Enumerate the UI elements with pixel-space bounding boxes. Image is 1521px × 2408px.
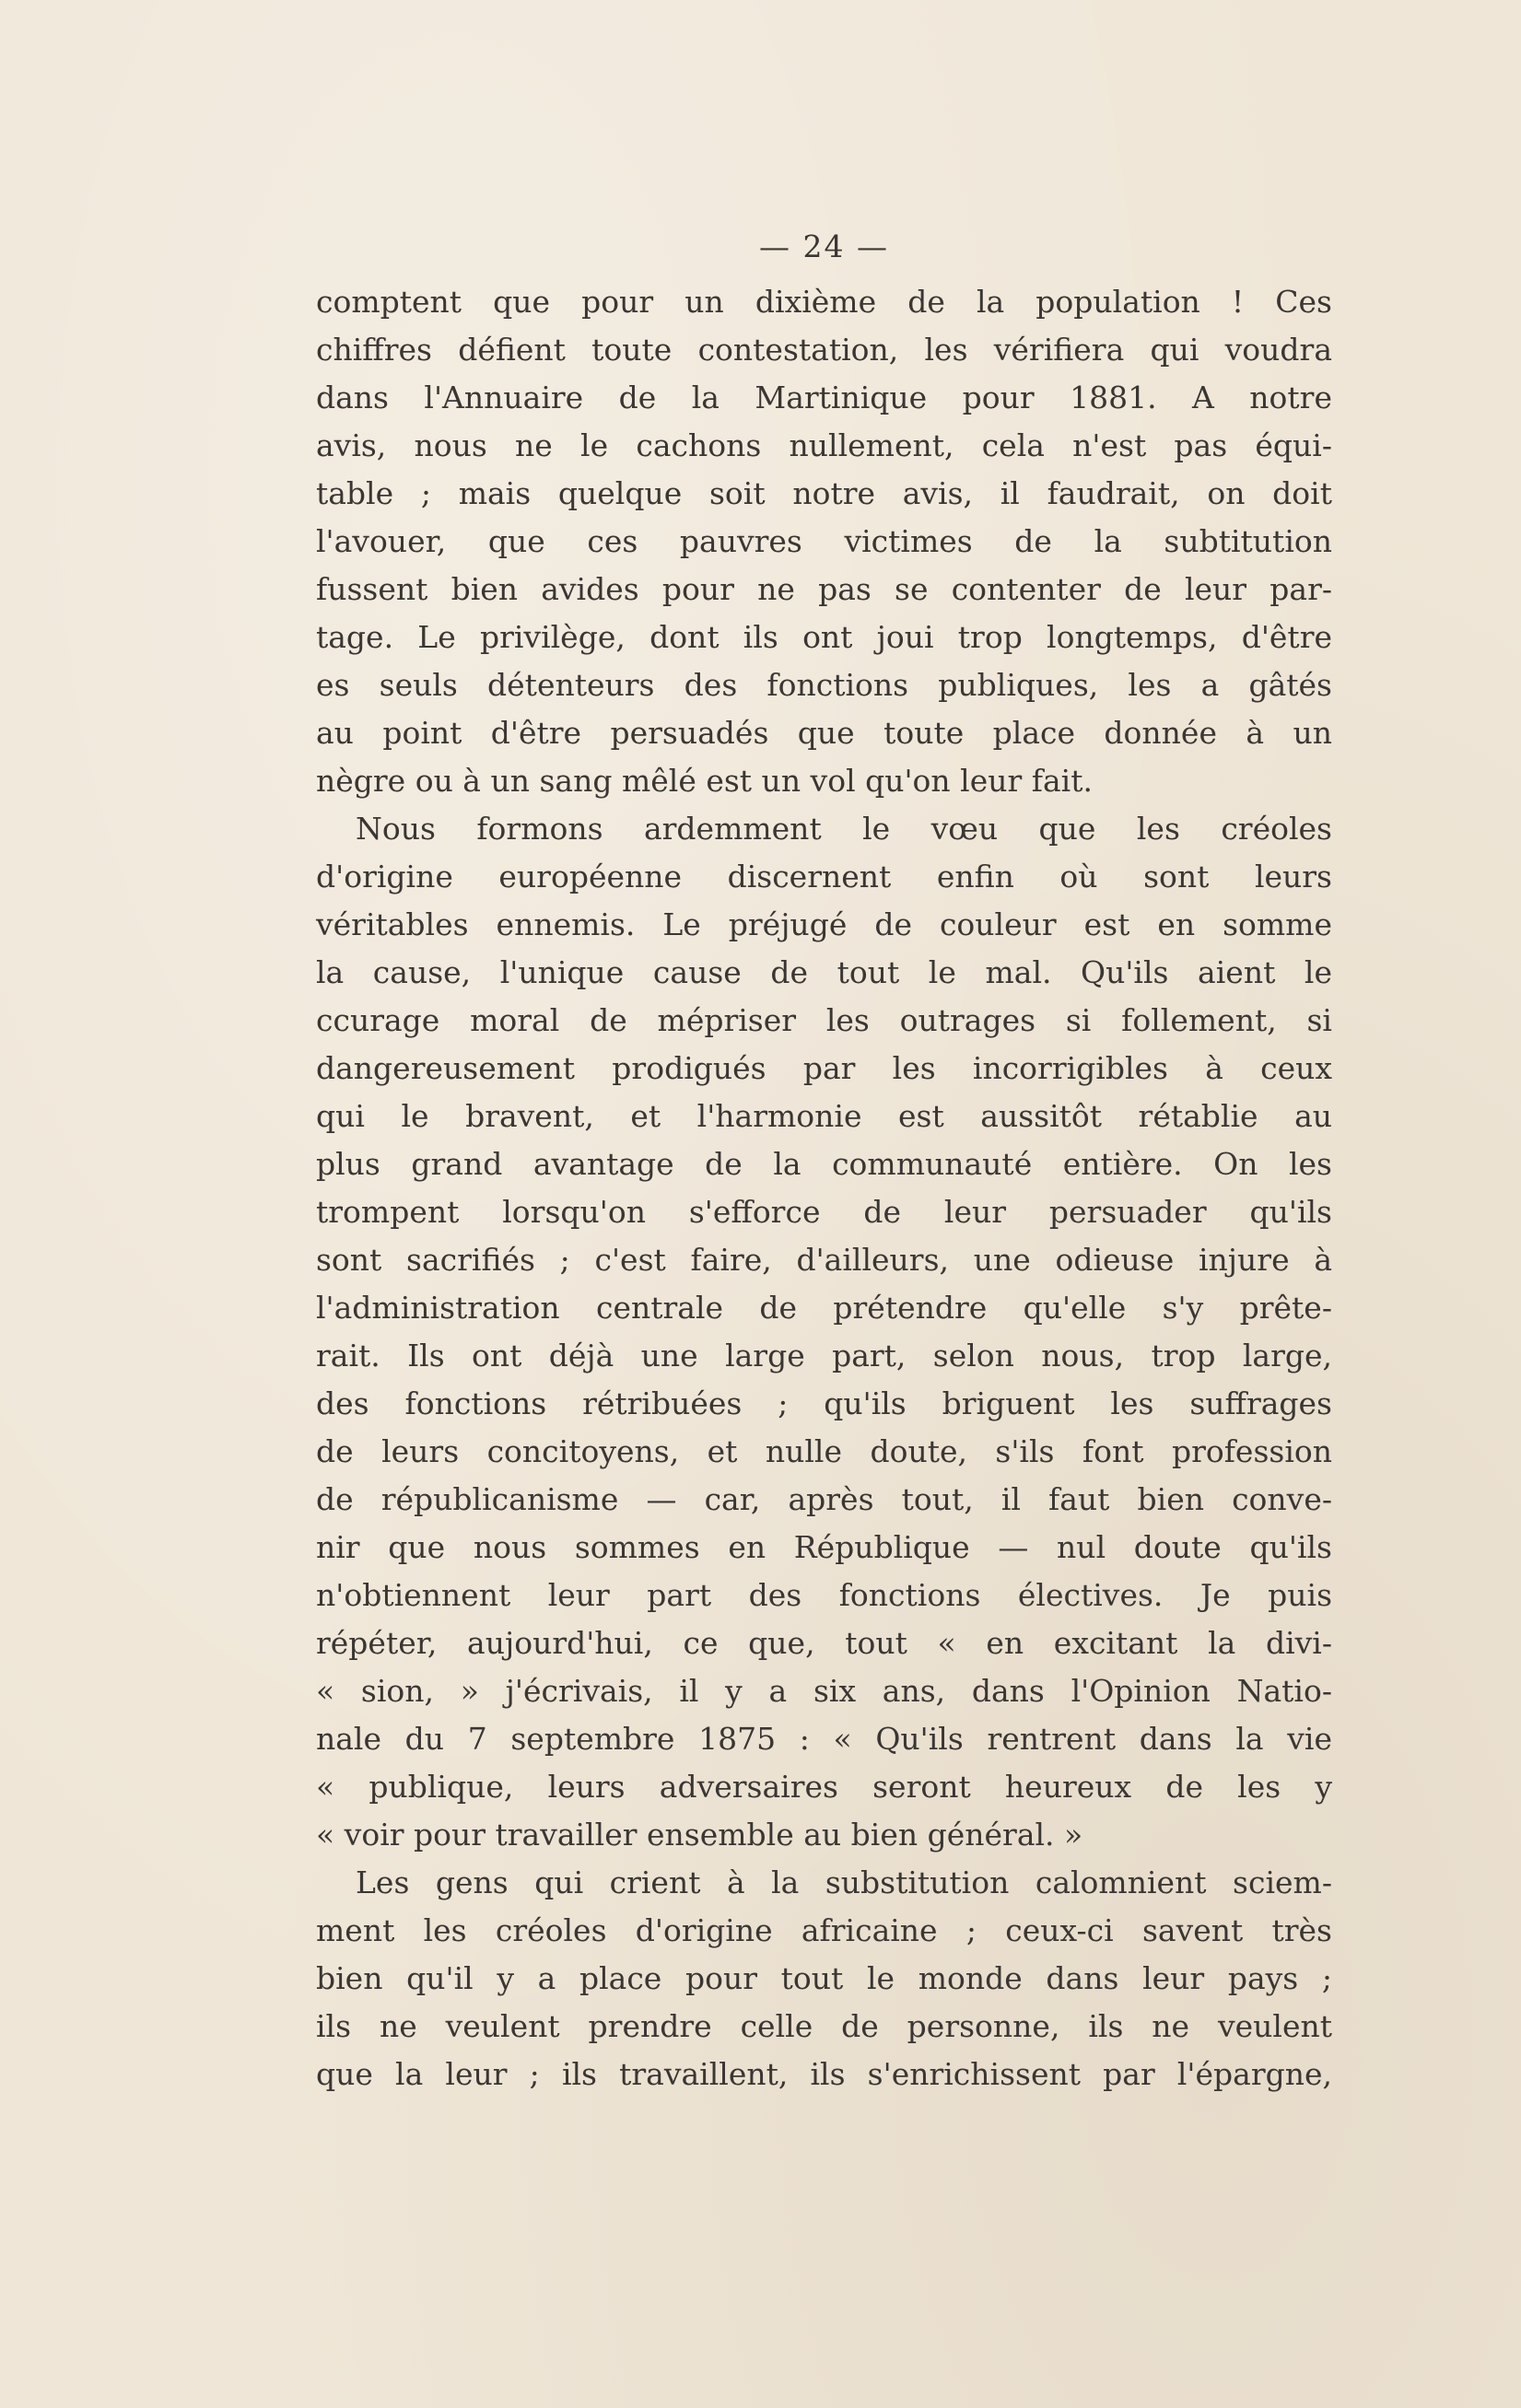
- text-line: Les gens qui crient à la substitution calomnient sciem-: [356, 1864, 1332, 1900]
- text-line: qui le bravent, et l'harmonie est aussitôt rétablie au: [316, 1098, 1332, 1134]
- text-line: sont sacrifiés ; c'est faire, d'ailleurs, une odieuse injure à: [316, 1242, 1332, 1278]
- text-line: « publique, leurs adversaires seront heureux de les y: [316, 1769, 1332, 1805]
- text-line: répéter, aujourd'hui, ce que, tout « en excitant la divi-: [316, 1625, 1332, 1661]
- text-line: dangereusement prodigués par les incorrigibles à ceux: [316, 1050, 1332, 1086]
- text-line: avis, nous ne le cachons nullement, cela n'est pas équi-: [316, 427, 1332, 463]
- text-line: table ; mais quelque soit notre avis, il faudrait, on doit: [316, 475, 1332, 511]
- text-line: Nous formons ardemment le vœu que les créoles: [356, 811, 1332, 847]
- text-line: au point d'être persuadés que toute place donnée à un: [316, 715, 1332, 751]
- text-line: l'administration centrale de prétendre qu'elle s'y prête-: [316, 1290, 1332, 1326]
- text-line: de républicanisme — car, après tout, il faut bien conve-: [316, 1481, 1332, 1517]
- text-line: « voir pour travailler ensemble au bien général. »: [316, 1817, 1083, 1853]
- text-line: n'obtiennent leur part des fonctions électives. Je puis: [316, 1577, 1332, 1613]
- text-line: plus grand avantage de la communauté entière. On les: [316, 1146, 1332, 1182]
- text-line: rait. Ils ont déjà une large part, selon nous, trop large,: [316, 1338, 1332, 1373]
- text-line: véritables ennemis. Le préjugé de couleur est en somme: [316, 906, 1332, 942]
- text-line: nir que nous sommes en République — nul doute qu'ils: [316, 1529, 1332, 1565]
- text-line: chiffres défient toute contestation, les vérifiera qui voudra: [316, 332, 1332, 368]
- text-line: ment les créoles d'origine africaine ; ceux-ci savent très: [316, 1912, 1332, 1948]
- text-line: fussent bien avides pour ne pas se contenter de leur par-: [316, 571, 1332, 607]
- page-number: — 24 —: [759, 228, 889, 264]
- text-line: nègre ou à un sang mêlé est un vol qu'on leur fait.: [316, 763, 1093, 799]
- text-line: tage. Le privilège, dont ils ont joui trop longtemps, d'être: [316, 619, 1332, 655]
- text-line: que la leur ; ils travaillent, ils s'enrichissent par l'épargne,: [316, 2056, 1332, 2092]
- text-line: la cause, l'unique cause de tout le mal. Qu'ils aient le: [316, 954, 1332, 990]
- text-line: ils ne veulent prendre celle de personne, ils ne veulent: [316, 2008, 1332, 2044]
- text-line: bien qu'il y a place pour tout le monde dans leur pays ;: [316, 1960, 1332, 1996]
- text-line: « sion, » j'écrivais, il y a six ans, dans l'Opinion Natio-: [316, 1673, 1332, 1709]
- text-block: [316, 219, 1332, 2098]
- text-line: d'origine européenne discernent enfin où sont leurs: [316, 859, 1332, 894]
- text-line: dans l'Annuaire de la Martinique pour 1881. A notre: [316, 380, 1332, 415]
- text-line: l'avouer, que ces pauvres victimes de la subtitution: [316, 523, 1332, 559]
- text-line: trompent lorsqu'on s'efforce de leur persuader qu'ils: [316, 1194, 1332, 1230]
- text-line: de leurs concitoyens, et nulle doute, s'ils font profession: [316, 1433, 1332, 1469]
- text-line: es seuls détenteurs des fonctions publiques, les a gâtés: [316, 667, 1332, 703]
- text-line: ccurage moral de mépriser les outrages si follement, si: [316, 1002, 1332, 1038]
- text-line: des fonctions rétribuées ; qu'ils briguent les suffrages: [316, 1385, 1332, 1421]
- text-line: nale du 7 septembre 1875 : « Qu'ils rentrent dans la vie: [316, 1721, 1332, 1757]
- text-line: comptent que pour un dixième de la population ! Ces: [316, 284, 1332, 320]
